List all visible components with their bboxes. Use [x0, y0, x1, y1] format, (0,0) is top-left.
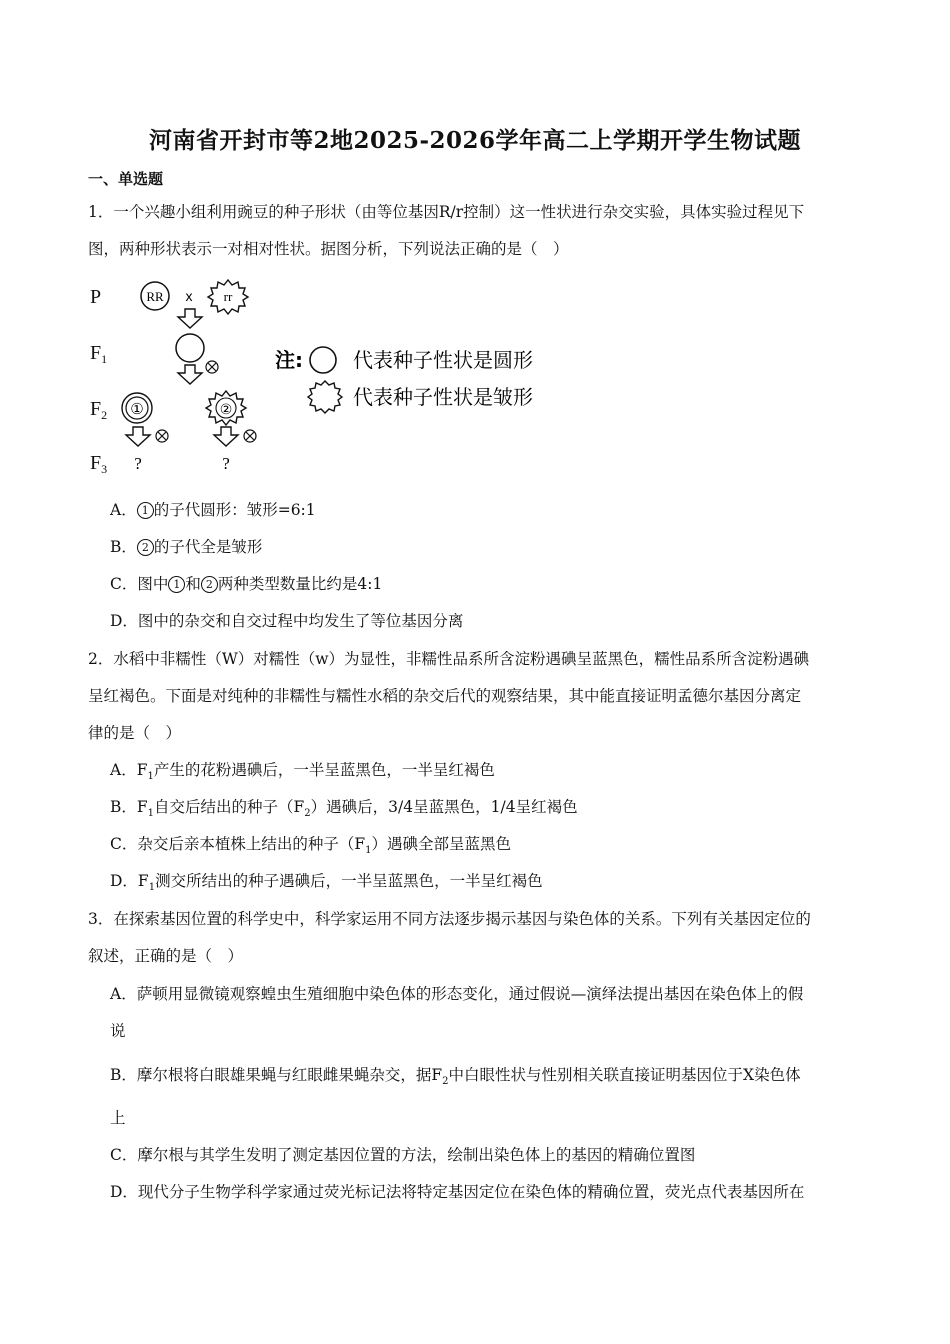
- q1-option-c[interactable]: C．图中 1 和 2 两种类型数量比约是4:1: [110, 575, 383, 593]
- gen-label-p: P: [90, 286, 102, 308]
- q3-option-b[interactable]: B．摩尔根将白眼雄果蝇与红眼雌果蝇杂交，据$F_2$中白眼性状与性别相关联直接证明基因位于X染色体: [110, 1066, 801, 1088]
- circled-number-1: 1: [137, 502, 154, 519]
- f2-type-1-label: ①: [130, 400, 144, 418]
- legend-round-text: 代表种子性状是圆形: [353, 348, 533, 372]
- question-2-text-3: 律的是（ ）: [88, 724, 182, 742]
- cross-diagram: [85, 275, 585, 485]
- cross-symbol: x: [185, 288, 193, 304]
- down-arrow-icon-3: [126, 427, 150, 446]
- question-1-text: 1．一个兴趣小组利用豌豆的种子形状（由等位基因R/r控制）这一性状进行杂交实验，具体实验过程见下: [88, 203, 805, 221]
- circled-number-1b: 1: [168, 576, 185, 593]
- legend-wrinkled-text: 代表种子性状是皱形: [353, 385, 533, 409]
- down-arrow-icon: [178, 309, 202, 328]
- section-heading: 一、单选题: [88, 170, 164, 188]
- question-2-text: 2．水稻中非糯性（W）对糯性（w）为显性，非糯性品系所含淀粉遇碘呈蓝黑色，糯性品系所含淀粉遇碘: [88, 650, 810, 668]
- f3-unknown-2: ?: [222, 454, 230, 473]
- legend-label: 注:: [275, 348, 303, 372]
- legend-round-icon: [310, 347, 336, 373]
- q1-option-b[interactable]: B． 2 的子代全是皱形: [110, 538, 263, 556]
- f3-unknown-1: ?: [134, 454, 142, 473]
- q1-option-d[interactable]: D．图中的杂交和自交过程中均发生了等位基因分离: [110, 612, 464, 630]
- gen-label-f1: $F_1$: [90, 342, 108, 366]
- q3-option-a-cont: 说: [110, 1022, 126, 1040]
- gen-label-f2: $F_2$: [90, 398, 108, 422]
- circled-number-2: 2: [137, 539, 154, 556]
- question-3-text-2: 叙述，正确的是（ ）: [88, 947, 244, 965]
- question-1-text-2: 图，两种形状表示一对相对性状。据图分析，下列说法正确的是（ ）: [88, 240, 569, 258]
- q2-option-b[interactable]: B．$F_1$自交后结出的种子$(F_2)$遇碘后，3/4呈蓝黑色，1/4呈红褐色: [110, 798, 578, 820]
- q2-option-c[interactable]: C．杂交后亲本植株上结出的种子$(F_1)$遇碘全部呈蓝黑色: [110, 835, 512, 857]
- q3-option-d[interactable]: D．现代分子生物学科学家通过荧光标记法将特定基因定位在染色体的精确位置，荧光点代表基因所在: [110, 1183, 805, 1201]
- page-title: 河南省开封市等2地2025-2026学年高二上学期开学生物试题: [148, 127, 802, 154]
- genotype-rr-recessive: rr: [223, 289, 233, 304]
- self-cross-icon-3: [244, 430, 256, 442]
- legend-wrinkled-icon: [308, 381, 342, 413]
- f2-type-2-label: ②: [219, 402, 233, 418]
- down-arrow-icon-2: [178, 365, 202, 384]
- down-arrow-icon-4: [214, 427, 238, 446]
- q3-option-b-cont: 上: [110, 1109, 126, 1127]
- q2-option-d[interactable]: D．$F_1$测交所结出的种子遇碘后，一半呈蓝黑色，一半呈红褐色: [110, 872, 543, 894]
- genotype-rr-dominant: RR: [146, 289, 164, 304]
- question-2-text-2: 呈红褐色。下面是对纯种的非糯性与糯性水稻的杂交后代的观察结果，其中能直接证明孟德尔基因分离定: [88, 687, 802, 705]
- gen-label-f3: $F_3$: [90, 452, 108, 476]
- question-3-text: 3．在探索基因位置的科学史中，科学家运用不同方法逐步揭示基因与染色体的关系。下列有关基因定位的: [88, 910, 811, 928]
- q2-option-a[interactable]: A．$F_1$产生的花粉遇碘后，一半呈蓝黑色，一半呈红褐色: [110, 761, 495, 783]
- q3-option-a[interactable]: A．萨顿用显微镜观察蝗虫生殖细胞中染色体的形态变化，通过假说—演绎法提出基因在染色体上的假: [110, 985, 804, 1003]
- f1-round-seed-icon: [176, 334, 204, 362]
- q1-option-a[interactable]: A． 1 的子代圆形：皱形=6:1: [110, 501, 316, 519]
- self-cross-icon-2: [156, 430, 168, 442]
- circled-number-2b: 2: [201, 576, 218, 593]
- q3-option-c[interactable]: C．摩尔根与其学生发明了测定基因位置的方法，绘制出染色体上的基因的精确位置图: [110, 1146, 696, 1164]
- self-cross-icon: [206, 361, 218, 373]
